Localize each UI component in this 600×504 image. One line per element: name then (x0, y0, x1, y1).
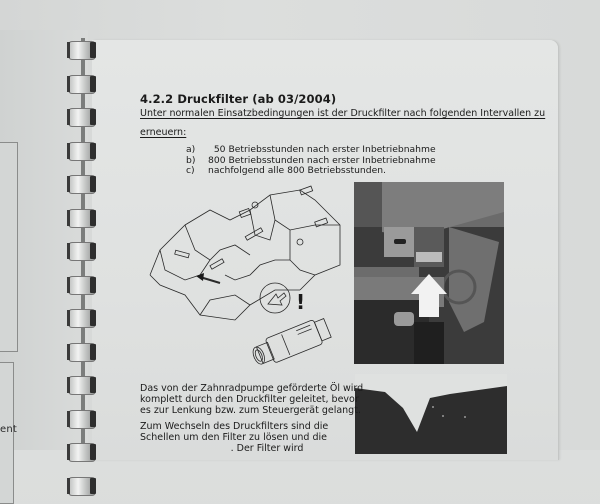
list-item-text: 50 Betriebsstunden nach erster Inbetriebnahme (208, 144, 436, 155)
paragraph-line: Zum Wechseln des Druckfilters sind die (140, 421, 329, 432)
list-item-text: 800 Betriebsstunden nach erster Inbetriebnahme (208, 154, 436, 166)
list-item (186, 166, 436, 177)
binding-ring (66, 41, 100, 59)
filter-assembly-diagram (140, 180, 350, 370)
binding-ring (66, 343, 100, 361)
binding-ring (66, 242, 100, 260)
left-page-text-fragment: ent (0, 424, 18, 435)
paragraph-line: es zur Lenkung bzw. zum Steuergerät gelangt. (140, 405, 361, 416)
list-item-label: c) (186, 165, 195, 176)
intro-text-continued: erneuern: (140, 127, 187, 138)
list-item-label: b) (186, 154, 196, 166)
filter-removal-photo (355, 374, 507, 454)
binding-ring (66, 443, 100, 461)
list-item-label: a) (186, 144, 196, 155)
binding-ring (66, 477, 100, 495)
binding-ring (66, 142, 100, 160)
section-heading: 4.2.2 Druckfilter (ab 03/2004) (140, 92, 337, 106)
paragraph-line: . Der Filter wird (140, 443, 304, 454)
instruction-paragraph (140, 421, 328, 454)
list-item-text: nachfolgend alle 800 Betriebsstunden. (208, 165, 386, 176)
binding-ring (66, 309, 100, 327)
paragraph-line: Schellen um den Filter zu lösen und die (140, 432, 327, 443)
binding-ring (66, 175, 100, 193)
warning-icon: ! (296, 290, 306, 314)
paragraph-line: komplett durch den Druckfilter geleitet, bevor (140, 394, 359, 405)
interval-list (186, 145, 436, 177)
paragraph-line: Das von der Zahnradpumpe geförderte Öl wird (140, 383, 364, 394)
left-page-frame (0, 142, 18, 352)
binding-ring (66, 209, 100, 227)
intro-text: Unter normalen Einsatzbedingungen ist der Druckfilter nach folgenden Intervallen zu (140, 108, 546, 119)
list-item (186, 145, 436, 156)
filter-location-photo (354, 182, 504, 364)
binding-ring (66, 75, 100, 93)
binding-ring (66, 410, 100, 428)
binding-ring (66, 376, 100, 394)
binding-ring (66, 276, 100, 294)
binding-ring (66, 108, 100, 126)
description-paragraph (140, 383, 363, 416)
